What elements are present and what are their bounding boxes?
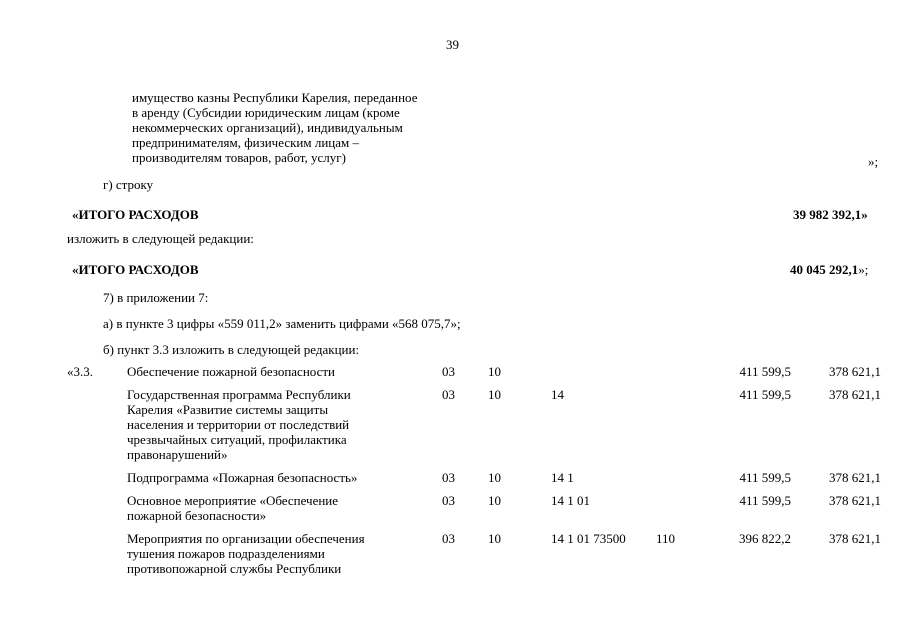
- total-expenses-new-amount-wrap: [790, 262, 868, 277]
- row-section: 03: [442, 470, 455, 485]
- row-value-2: 378 621,1: [829, 531, 881, 546]
- previous-row-text: имущество казны Республики Карелия, переданное в аренду (Субсидии юридическим лицам (кроме некоммерческих организаций), индивидуальным предпринимателям, физическим лицам – производителям товаров, работ, услуг): [132, 90, 418, 165]
- total-expenses-new-label: «ИТОГО РАСХОДОВ: [72, 262, 199, 277]
- row-expense-type: 110: [656, 531, 676, 546]
- item-7-text: 7) в приложении 7:: [103, 290, 209, 305]
- row-value-1: 411 599,5: [739, 364, 791, 379]
- redaction-instruction: изложить в следующей редакции:: [67, 231, 254, 246]
- row-section: 03: [442, 493, 455, 508]
- row-section: 03: [442, 364, 455, 379]
- row-section: 03: [442, 531, 455, 546]
- row-name: Государственная программа Республики Карелия «Развитие системы защиты населения и территории от последствий чрезвычайных ситуаций, профилактика правонарушений»: [127, 387, 351, 462]
- row-value-1: 411 599,5: [739, 387, 791, 402]
- row-section: 03: [442, 387, 455, 402]
- row-value-2: 378 621,1: [829, 387, 881, 402]
- row-code: «3.3.: [67, 364, 93, 379]
- item-g-text: г) строку: [103, 177, 154, 192]
- row-subsection: 10: [488, 470, 501, 485]
- row-target: 14 1: [551, 470, 574, 485]
- total-expenses-old-label: «ИТОГО РАСХОДОВ: [72, 207, 199, 222]
- row-value-2: 378 621,1: [829, 364, 881, 379]
- row-subsection: 10: [488, 364, 501, 379]
- row-target: 14 1 01 73500: [551, 531, 626, 546]
- row-value-1: 396 822,2: [739, 531, 791, 546]
- item-a-text: а) в пункте 3 цифры «559 011,2» заменить цифрами «568 075,7»;: [103, 316, 461, 331]
- row-value-1: 411 599,5: [739, 493, 791, 508]
- row-value-2: 378 621,1: [829, 470, 881, 485]
- total-expenses-old-amount: 39 982 392,1»: [793, 207, 868, 222]
- row-name: Подпрограмма «Пожарная безопасность»: [127, 470, 358, 485]
- row-target: 14 1 01: [551, 493, 590, 508]
- total-expenses-new-amount: 40 045 292,1: [790, 262, 859, 277]
- row-subsection: 10: [488, 387, 501, 402]
- total-expenses-new-tail: »;: [858, 262, 869, 277]
- previous-row-closing-quote: »;: [868, 154, 879, 169]
- row-name: Основное мероприятие «Обеспечение пожарной безопасности»: [127, 493, 339, 523]
- row-target: 14: [551, 387, 564, 402]
- row-name: Обеспечение пожарной безопасности: [127, 364, 336, 379]
- row-subsection: 10: [488, 531, 501, 546]
- page-number: 39: [446, 37, 459, 52]
- item-b-text: б) пункт 3.3 изложить в следующей редакции:: [103, 342, 360, 357]
- row-name: Мероприятия по организации обеспечения тушения пожаров подразделениями противопожарной службы Республики: [127, 531, 365, 576]
- row-subsection: 10: [488, 493, 501, 508]
- row-value-1: 411 599,5: [739, 470, 791, 485]
- row-value-2: 378 621,1: [829, 493, 881, 508]
